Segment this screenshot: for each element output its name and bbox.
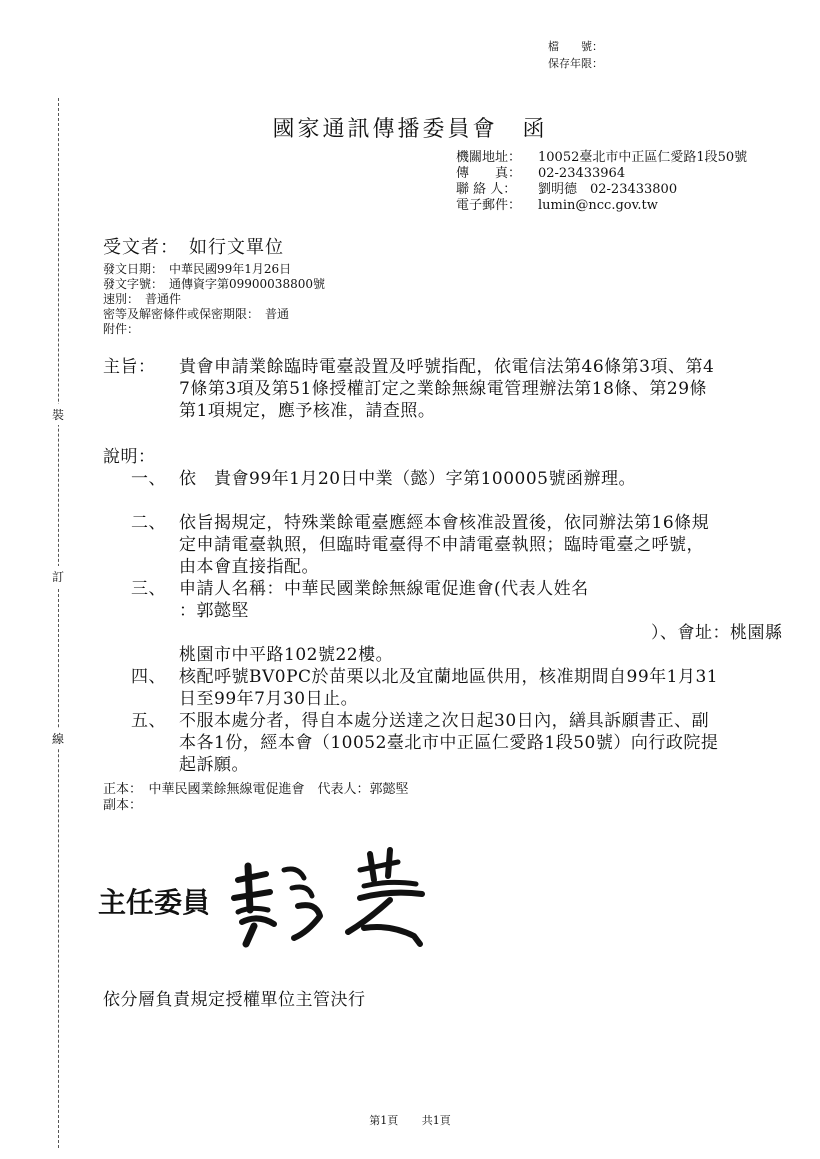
contact-block: [456, 150, 747, 214]
signature-title-stamp: 主任委員: [98, 886, 211, 919]
item-text: 依 貴會99年1月20日中業（懿）字第100005號函辦理。: [179, 469, 636, 489]
signature-block: [98, 840, 478, 950]
item-number: 五、: [131, 711, 166, 731]
address-row: [456, 150, 747, 166]
item-text: 不服本處分者，得自本處分送達之次日起30日內，繕具訴願書正、副本各1份，經本會（10052臺北市中正區仁愛路1段50號）向行政院提起訴願。: [179, 711, 719, 775]
contact-person-value: 劉明德 02-23433800: [538, 182, 678, 197]
signature-stroke-1: [234, 866, 320, 944]
page-total: 共1頁: [421, 1114, 451, 1127]
delegation-note: 依分層負責規定授權單位主管決行: [103, 990, 366, 1010]
binding-line: [58, 98, 59, 1148]
item-number: 二、: [131, 513, 166, 533]
contact-person-row: [456, 182, 747, 198]
binding-mark-staple: 訂: [51, 566, 65, 587]
document-number: 發文字號： 通傳資字第09900038800號: [103, 277, 325, 291]
fax-value: 02-23433964: [538, 166, 626, 181]
delivery-speed: 速別： 普通件: [103, 292, 182, 306]
recipient: 受文者： 如行文單位: [103, 237, 284, 258]
email-value: lumin@ncc.gov.tw: [538, 198, 658, 213]
item-text: 核配呼號BV0PC於苗栗以北及宜蘭地區供用，核准期間自99年1月31日至99年7月30日止。: [179, 667, 719, 709]
signature-stroke-2: [348, 850, 422, 944]
fax-label: 傳 真：: [456, 166, 522, 181]
address-value: 10052臺北市中正區仁愛路1段50號: [538, 150, 748, 165]
email-row: [456, 198, 747, 214]
page-footer: [0, 1112, 820, 1128]
secrecy-level: 密等及解密條件或保密期限： 普通: [103, 307, 290, 321]
item-text-line3: ）、會址：桃園縣: [651, 623, 783, 643]
subject-text: 貴會申請業餘臨時電臺設置及呼號指配，依電信法第46條第3項、第47條第3項及第51條授權訂定之業餘無線電管理辦法第18條、第29條第1項規定，應予核准，請查照。: [179, 357, 715, 421]
explanation-label: 說明：: [103, 447, 156, 467]
subject-label: 主旨：: [103, 357, 156, 377]
item-text-line4: 桃園市中平路102號22樓。: [179, 645, 394, 665]
item-text-line1: 申請人名稱：中華民國業餘無線電促進會(代表人姓名: [179, 579, 589, 599]
original-recipient: 正本： 中華民國業餘無線電促進會 代表人：郭懿堅: [103, 782, 409, 797]
item-number: 三、: [131, 579, 166, 599]
item-number: 一、: [131, 469, 166, 489]
email-label: 電子郵件：: [456, 198, 522, 213]
issue-date: 發文日期： 中華民國99年1月26日: [103, 262, 292, 276]
page-number: 第1頁: [369, 1114, 399, 1127]
address-label: 機關地址：: [456, 150, 522, 165]
file-meta: [548, 38, 603, 72]
distribution-block: [103, 782, 409, 814]
binding-mark-line: 線: [51, 728, 65, 749]
retention-label: 保存年限：: [548, 57, 603, 70]
contact-person-label: 聯 絡 人：: [456, 182, 517, 197]
copy-recipient: 副本：: [103, 798, 143, 813]
document-meta: [103, 262, 325, 337]
item-text-line2: ：郭懿堅: [179, 601, 249, 621]
item-number: 四、: [131, 667, 166, 687]
binding-mark-bind: 裝: [51, 404, 65, 425]
attachment-label: 附件：: [103, 322, 140, 336]
signature-image: [98, 840, 478, 950]
file-number-label: 檔 號：: [548, 40, 603, 53]
document-title: 國家通訊傳播委員會 函: [272, 117, 548, 142]
fax-row: [456, 166, 747, 182]
item-text: 依旨揭規定，特殊業餘電臺應經本會核准設置後，依同辦法第16條規定申請電臺執照，但臨時電臺得不申請電臺執照；臨時電臺之呼號，由本會直接指配。: [179, 513, 710, 577]
